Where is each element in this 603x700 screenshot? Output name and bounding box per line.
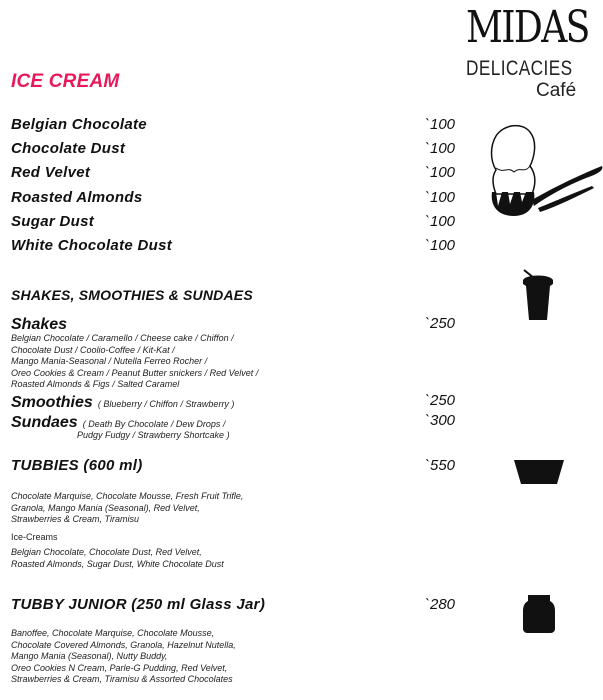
- desc-line: Mango Mania-Seasonal / Nutella Ferreo Rocher /: [11, 356, 208, 366]
- menu-item-name: Chocolate Dust: [11, 140, 126, 157]
- desc-line: Banoffee, Chocolate Marquise, Chocolate Mousse,: [11, 628, 215, 638]
- section-title-shakes-smoothies-sundaes: SHAKES, SMOOTHIES & SUNDAES: [11, 287, 253, 303]
- sundaes-flavors-line1: ( Death By Chocolate / Dew Drops /: [82, 419, 226, 429]
- desc-line: Chocolate Dust / Coolio-Coffee / Kit-Kat /: [11, 344, 175, 355]
- desc-line: Mango Mania (Seasonal), Nutty Buddy,: [11, 651, 168, 661]
- shakes-flavors: [11, 333, 371, 391]
- desc-line: Roasted Almonds, Sugar Dust, White Chocolate Dust: [11, 558, 224, 569]
- desc-line: Oreo Cookies & Cream / Peanut Butter snickers / Red Velvet /: [11, 367, 259, 378]
- section-title-ice-cream: ICE CREAM: [11, 71, 120, 92]
- menu-item-price: `100: [425, 237, 456, 254]
- menu-item-name: Roasted Almonds: [11, 189, 143, 206]
- glass-jar-icon: [523, 595, 555, 633]
- menu-item-sundaes: [11, 412, 225, 432]
- desc-line: Chocolate Marquise, Chocolate Mousse, Fresh Fruit Trifle,: [11, 491, 244, 501]
- menu-item-price: `100: [425, 140, 456, 157]
- menu-item-name: Shakes: [11, 316, 68, 333]
- desc-line: Belgian Chocolate / Caramello / Cheese cake / Chiffon /: [11, 333, 234, 343]
- brand-name: MIDAS: [466, 2, 589, 53]
- menu-item-name: White Chocolate Dust: [11, 237, 173, 254]
- menu-item-name: Sugar Dust: [11, 213, 95, 230]
- ice-cream-scoop-icon: [486, 122, 603, 218]
- brand-cafe: Café: [536, 80, 577, 101]
- tubbies-ice-creams-heading: Ice-Creams: [11, 532, 58, 542]
- desc-line: Chocolate Covered Almonds, Granola, Hazelnut Nutella,: [11, 639, 236, 650]
- desc-line: Granola, Mango Mania (Seasonal), Red Velvet,: [11, 502, 200, 513]
- menu-item-shakes: [11, 314, 67, 334]
- menu-item-smoothies: [11, 392, 234, 412]
- tub-icon: [513, 459, 565, 485]
- menu-item-price: `550: [425, 457, 456, 474]
- tubbies-flavors: [11, 491, 371, 526]
- tubbies-ice-cream-flavors: [11, 547, 371, 570]
- desc-line: Strawberries & Cream, Tiramisu: [11, 514, 139, 524]
- menu-item-price: `100: [425, 213, 456, 230]
- menu-item-price: `280: [425, 596, 456, 613]
- brand-subtitle: DELICACIES: [466, 57, 573, 80]
- menu-item-price: `100: [425, 116, 456, 133]
- menu-item-price: `250: [425, 315, 456, 332]
- drink-cup-icon: [520, 268, 556, 322]
- tubby-junior-flavors: [11, 628, 371, 686]
- section-title-tubbies: TUBBIES (600 ml): [11, 457, 143, 474]
- desc-line: Strawberries & Cream, Tiramisu & Assorted Chocolates: [11, 674, 233, 684]
- desc-line: Oreo Cookies N Cream, Parle-G Pudding, Red Velvet,: [11, 662, 228, 673]
- menu-item-name: Belgian Chocolate: [11, 116, 147, 133]
- menu-item-name: Red Velvet: [11, 164, 91, 181]
- menu-item-price: `300: [425, 412, 456, 429]
- menu-item-name: Smoothies: [11, 394, 93, 411]
- menu-item-price: `250: [425, 392, 456, 409]
- sundaes-flavors-line2: Pudgy Fudgy / Strawberry Shortcake ): [77, 430, 230, 440]
- desc-line: Belgian Chocolate, Chocolate Dust, Red Velvet,: [11, 547, 202, 557]
- menu-item-name: Sundaes: [11, 414, 78, 431]
- smoothies-flavors: ( Blueberry / Chiffon / Strawberry ): [97, 399, 235, 409]
- desc-line: Roasted Almonds & Figs / Salted Caramel: [11, 379, 180, 389]
- menu-item-price: `100: [425, 189, 456, 206]
- menu-item-price: `100: [425, 164, 456, 181]
- section-title-tubby-junior: TUBBY JUNIOR (250 ml Glass Jar): [11, 596, 266, 613]
